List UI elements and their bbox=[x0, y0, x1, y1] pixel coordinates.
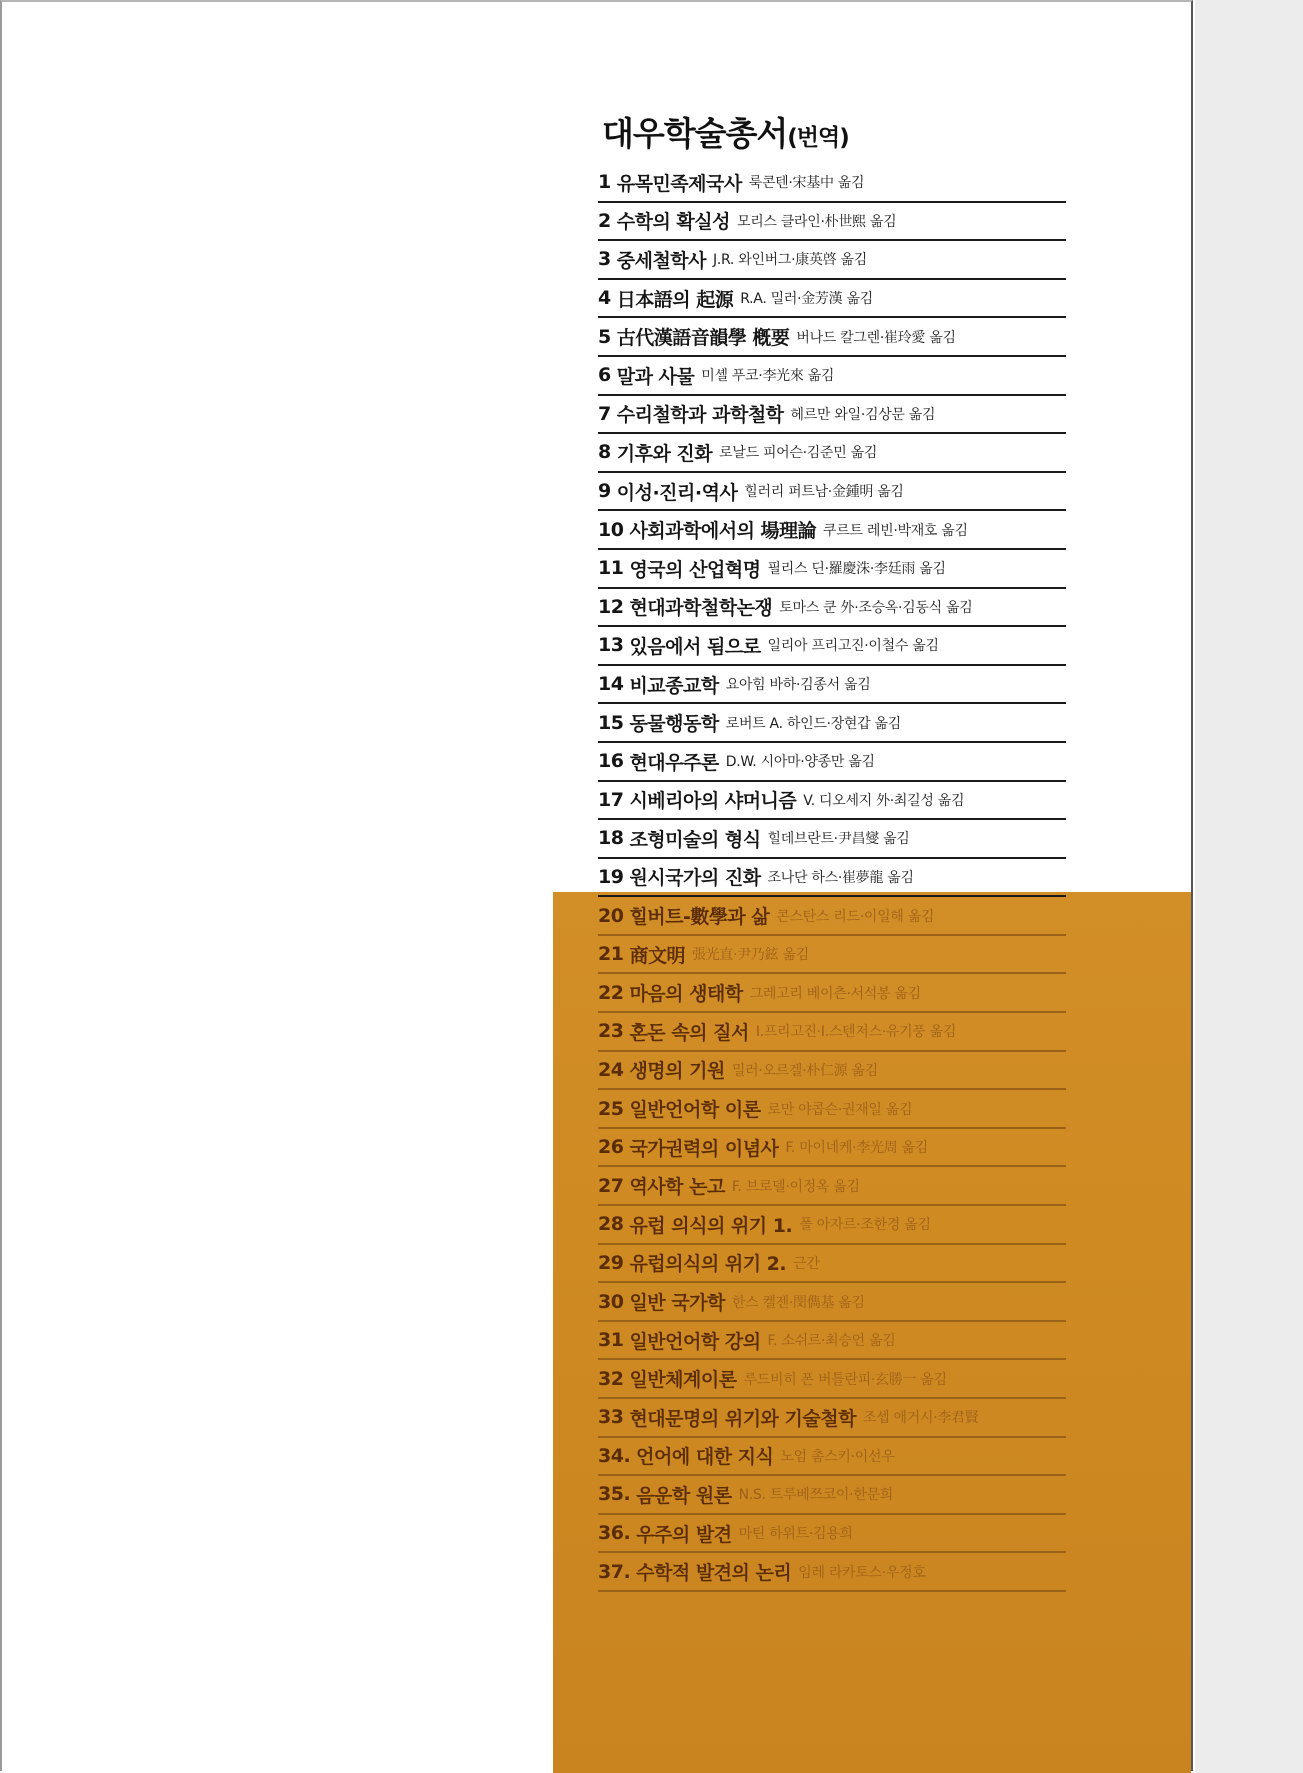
book-credit: 토마스 쿤 外·조승옥·김동식 옮김 bbox=[779, 599, 973, 616]
book-number: 25 bbox=[598, 1097, 624, 1120]
book-number: 29 bbox=[598, 1251, 624, 1274]
book-credit: 임레 라카토스·우정호 bbox=[798, 1564, 926, 1581]
book-credit: 로날드 피어슨·김준민 옮김 bbox=[719, 445, 878, 462]
book-title: 일반언어학 강의 bbox=[629, 1330, 761, 1353]
list-item bbox=[598, 627, 1066, 666]
book-credit: 폴 아자르·조한경 옮김 bbox=[799, 1217, 931, 1234]
book-title: 언어에 대한 지식 bbox=[636, 1446, 774, 1469]
list-item bbox=[598, 589, 1066, 628]
list-item bbox=[598, 241, 1066, 280]
list-item bbox=[598, 396, 1066, 435]
book-number: 22 bbox=[598, 981, 624, 1004]
book-number: 9 bbox=[598, 480, 611, 503]
book-title: 일반 국가학 bbox=[629, 1292, 725, 1315]
book-number: 33 bbox=[598, 1406, 624, 1429]
book-credit: 모리스 클라인·朴世熙 옮김 bbox=[736, 213, 897, 230]
book-credit: 張光直·尹乃鉉 옮김 bbox=[691, 947, 809, 964]
book-number: 36. bbox=[598, 1522, 631, 1545]
book-title: 수리철학과 과학철학 bbox=[616, 404, 784, 427]
list-item bbox=[598, 511, 1066, 550]
book-number: 2 bbox=[598, 209, 611, 232]
book-number: 11 bbox=[598, 557, 624, 580]
list-item bbox=[598, 1553, 1066, 1592]
list-item bbox=[598, 1167, 1066, 1206]
book-credit: D.W. 시아마·양종만 옮김 bbox=[725, 754, 875, 771]
book-number: 3 bbox=[598, 248, 611, 271]
list-item bbox=[598, 666, 1066, 705]
book-title: 시베리아의 샤머니즘 bbox=[629, 790, 797, 813]
book-number: 26 bbox=[598, 1136, 624, 1159]
book-title: 영국의 산업혁명 bbox=[629, 558, 761, 581]
book-number: 27 bbox=[598, 1174, 624, 1197]
book-number: 12 bbox=[598, 595, 624, 618]
viewer-margin bbox=[1195, 0, 1303, 1773]
book-number: 30 bbox=[598, 1290, 624, 1313]
list-item bbox=[598, 897, 1066, 936]
list-item bbox=[598, 164, 1066, 203]
series-title-sub: (번역) bbox=[787, 125, 849, 151]
book-credit: N.S. 트루베쯔코이·한문희 bbox=[738, 1487, 893, 1504]
book-number: 14 bbox=[598, 673, 624, 696]
book-credit: F. 마이네케·李光周 옮김 bbox=[785, 1140, 928, 1157]
book-number: 24 bbox=[598, 1058, 624, 1081]
book-title: 사회과학에서의 場理論 bbox=[629, 520, 817, 543]
book-title: 조형미술의 형식 bbox=[629, 828, 761, 851]
list-item bbox=[598, 704, 1066, 743]
book-title: 일반체계이론 bbox=[629, 1369, 737, 1392]
book-credit: 마틴 하위트·김용희 bbox=[738, 1526, 853, 1543]
book-title: 국가권력의 이념사 bbox=[629, 1137, 779, 1160]
book-number: 20 bbox=[598, 904, 624, 927]
book-title: 말과 사물 bbox=[616, 365, 695, 388]
book-credit: 조나단 하스·崔夢龍 옮김 bbox=[767, 869, 914, 886]
book-number: 28 bbox=[598, 1213, 624, 1236]
series-title bbox=[602, 108, 849, 155]
book-title: 유목민족제국사 bbox=[616, 172, 742, 195]
list-item bbox=[598, 473, 1066, 512]
list-item bbox=[598, 1322, 1066, 1361]
list-item bbox=[598, 280, 1066, 319]
book-title: 수학적 발견의 논리 bbox=[636, 1562, 792, 1585]
book-title: 기후와 진화 bbox=[616, 442, 713, 465]
book-title: 현대우주론 bbox=[629, 751, 719, 774]
list-item bbox=[598, 859, 1066, 898]
book-number: 15 bbox=[598, 711, 624, 734]
book-number: 6 bbox=[598, 364, 611, 387]
book-credit: 일리아 프리고진·이철수 옮김 bbox=[767, 638, 939, 655]
book-credit: R.A. 밀러·金芳漢 옮김 bbox=[740, 291, 873, 308]
series-title-main: 대우학술총서 bbox=[602, 114, 788, 153]
book-title: 동물행동학 bbox=[629, 713, 719, 736]
list-item bbox=[598, 936, 1066, 975]
list-item bbox=[598, 1013, 1066, 1052]
book-credit: 밀러·오르겔·朴仁源 옮김 bbox=[731, 1062, 878, 1079]
book-title: 수학의 확실성 bbox=[616, 211, 730, 234]
book-credit: 로버트 A. 하인드·장현갑 옮김 bbox=[725, 715, 901, 732]
book-credit: 힐러리 퍼트남·金鍾明 옮김 bbox=[744, 484, 904, 501]
book-title: 우주의 발견 bbox=[636, 1523, 732, 1546]
book-title: 혼돈 속의 질서 bbox=[629, 1021, 749, 1044]
list-item bbox=[598, 743, 1066, 782]
book-number: 1 bbox=[598, 171, 611, 194]
list-item bbox=[598, 1476, 1066, 1515]
list-item bbox=[598, 203, 1066, 242]
book-credit: 그레고리 베이츤·서석봉 옮김 bbox=[749, 985, 921, 1002]
book-number: 37. bbox=[598, 1560, 631, 1583]
list-item bbox=[598, 1129, 1066, 1168]
book-number: 23 bbox=[598, 1020, 624, 1043]
book-title: 음운학 원론 bbox=[636, 1484, 732, 1507]
book-number: 34. bbox=[598, 1444, 631, 1467]
book-credit: I.프리고진·I.스텐저스·유기풍 옮김 bbox=[755, 1024, 957, 1041]
book-number: 4 bbox=[598, 287, 611, 310]
book-title: 비교종교학 bbox=[629, 674, 719, 697]
list-item bbox=[598, 1360, 1066, 1399]
book-title: 일반언어학 이론 bbox=[629, 1099, 761, 1122]
book-title: 이성·진리·역사 bbox=[616, 481, 738, 504]
book-credit: 힐데브란트·尹昌燮 옮김 bbox=[767, 831, 910, 848]
book-credit: 필리스 딘·羅慶洙·李廷雨 옮김 bbox=[767, 561, 946, 578]
book-number: 35. bbox=[598, 1483, 631, 1506]
book-number: 8 bbox=[598, 441, 611, 464]
book-title: 역사학 논고 bbox=[629, 1176, 725, 1199]
book-title: 현대문명의 위기와 기술철학 bbox=[629, 1407, 856, 1430]
list-item bbox=[598, 434, 1066, 473]
book-number: 31 bbox=[598, 1329, 624, 1352]
book-credit: 근간 bbox=[793, 1255, 820, 1272]
book-list bbox=[598, 164, 1066, 1592]
book-number: 17 bbox=[598, 788, 624, 811]
book-credit: F. 소쉬르·최승언 옮김 bbox=[767, 1333, 896, 1350]
book-title: 유럽 의식의 위기 1. bbox=[629, 1214, 793, 1237]
book-credit: 미셸 푸코·李光來 옮김 bbox=[701, 368, 835, 385]
book-title: 유럽의식의 위기 2. bbox=[629, 1253, 787, 1276]
list-item bbox=[598, 1283, 1066, 1322]
book-title: 원시국가의 진화 bbox=[629, 867, 761, 890]
book-title: 중세철학사 bbox=[616, 249, 707, 272]
book-credit: F. 브로델·이정옥 옮김 bbox=[731, 1178, 860, 1195]
book-number: 21 bbox=[598, 943, 624, 966]
list-item bbox=[598, 1399, 1066, 1438]
book-credit: 루드비히 폰 버틀란피·玄勝一 옮김 bbox=[743, 1371, 947, 1388]
list-item bbox=[598, 974, 1066, 1013]
book-number: 16 bbox=[598, 750, 624, 773]
list-item bbox=[598, 318, 1066, 357]
book-title: 힐버트-數學과 삶 bbox=[629, 906, 770, 929]
book-number: 32 bbox=[598, 1367, 624, 1390]
book-credit: 버나드 칼그렌·崔玲愛 옮김 bbox=[796, 329, 956, 346]
book-credit: 요아힘 바하·김종서 옮김 bbox=[725, 677, 871, 694]
book-title: 商文明 bbox=[629, 944, 685, 967]
book-title: 日本語의 起源 bbox=[616, 288, 734, 311]
book-credit: 한스 켈젠·閔儁基 옮김 bbox=[731, 1294, 865, 1311]
book-number: 13 bbox=[598, 634, 624, 657]
book-number: 18 bbox=[598, 827, 624, 850]
list-item bbox=[598, 1206, 1066, 1245]
book-title: 古代漢語音韻學 槪要 bbox=[616, 327, 790, 350]
book-title: 있음에서 됨으로 bbox=[629, 635, 761, 658]
book-credit: V. 디오세지 外·최길성 옮김 bbox=[803, 792, 965, 809]
list-item bbox=[598, 1052, 1066, 1091]
book-title: 생명의 기원 bbox=[629, 1060, 725, 1083]
book-credit: 쿠르트 레빈·박재호 옮김 bbox=[823, 522, 968, 539]
book-credit: J.R. 와인버그·康英啓 옮김 bbox=[713, 252, 867, 269]
list-item bbox=[598, 1515, 1066, 1554]
book-number: 7 bbox=[598, 402, 611, 425]
list-item bbox=[598, 1090, 1066, 1129]
book-title: 마음의 생태학 bbox=[629, 983, 743, 1006]
book-credit: 콘스탄스 리드·이일해 옮김 bbox=[776, 908, 935, 925]
book-credit: 조셉 애거시·李君賢 bbox=[862, 1410, 979, 1427]
book-credit: 로만 야콥슨·권재일 옮김 bbox=[767, 1101, 913, 1118]
book-number: 5 bbox=[598, 325, 611, 348]
book-credit: 노엄 촘스키·이선우 bbox=[780, 1448, 895, 1465]
list-item bbox=[598, 782, 1066, 821]
book-title: 현대과학철학논쟁 bbox=[629, 597, 773, 620]
list-item bbox=[598, 550, 1066, 589]
book-number: 10 bbox=[598, 518, 624, 541]
book-credit: 룩콘텐·宋基中 옮김 bbox=[748, 175, 865, 192]
list-item bbox=[598, 1245, 1066, 1284]
book-credit: 헤르만 와일·김상문 옮김 bbox=[790, 406, 936, 423]
list-item bbox=[598, 357, 1066, 396]
list-item bbox=[598, 820, 1066, 859]
book-number: 19 bbox=[598, 865, 624, 888]
list-item bbox=[598, 1438, 1066, 1477]
